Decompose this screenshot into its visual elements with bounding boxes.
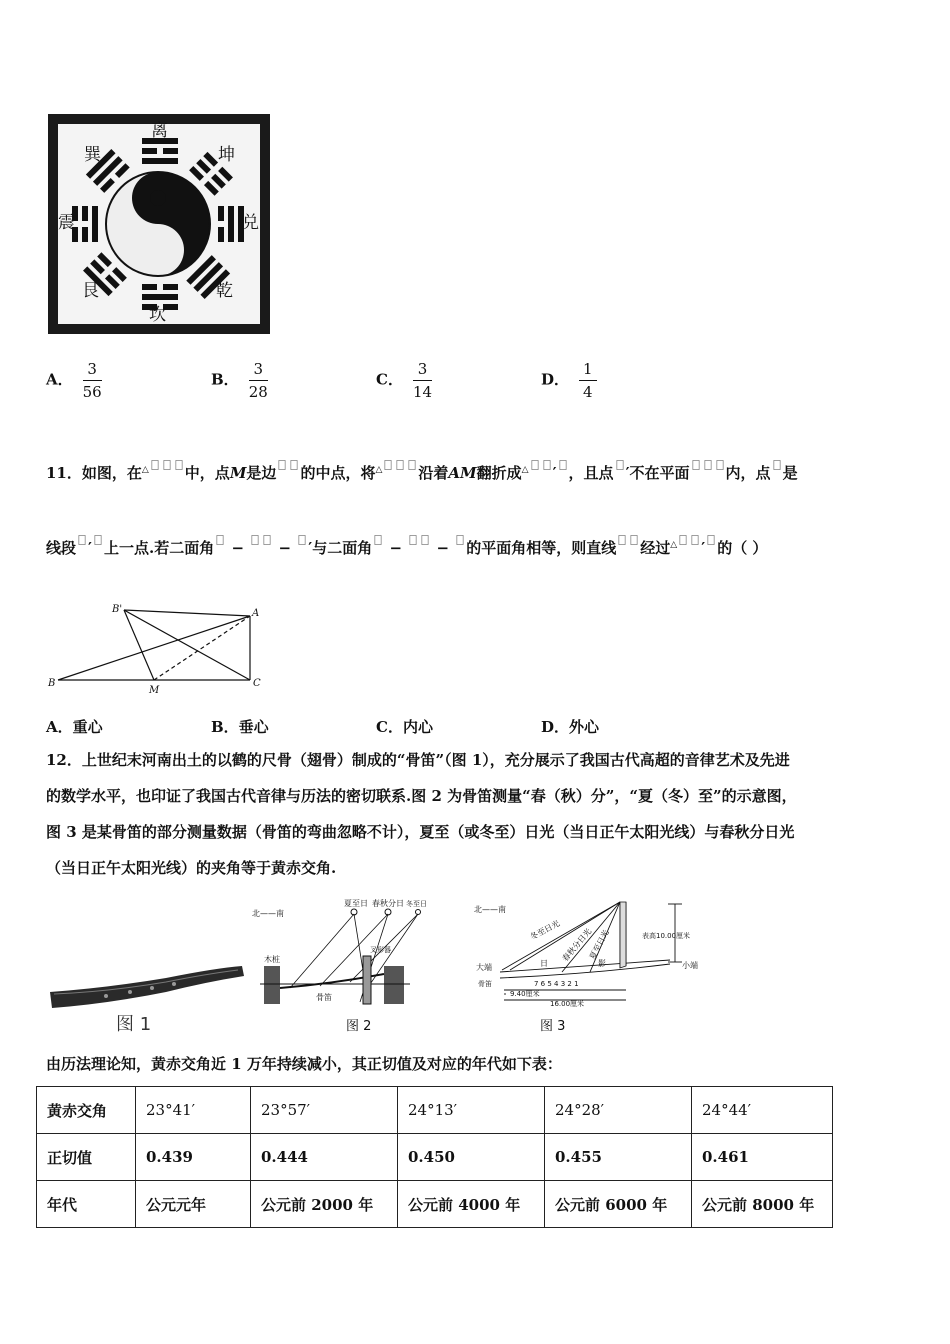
table-cell: 公元前 8000 年 [692, 1181, 833, 1228]
trigram-kun: 坤 [218, 145, 235, 165]
fraction: $\frac{1}{4}$ [579, 360, 597, 401]
trigram-zhen: 震 [58, 213, 75, 233]
table-cell: 0.444 [251, 1134, 398, 1181]
fig3-len2: 16.00厘米 [550, 1000, 585, 1008]
fig3-big-end: 大端 [476, 963, 492, 972]
q12-line: （当日正午太阳光线）的夹角等于黄赤交角. [46, 859, 337, 877]
q12-line: 12．上世纪末河南出土的以鹤的尺骨（翅骨）制成的“骨笛”（图 1），充分展示了我国古代高超的音律艺术及先进 [46, 751, 790, 769]
fig3-height: 表高10.00厘米 [642, 932, 691, 940]
row-header: 黄赤交角 [37, 1087, 136, 1134]
table-cell: 0.455 [545, 1134, 692, 1181]
table-row [37, 1134, 833, 1181]
q10-option-c[interactable]: C． $\frac{3}{14}$ [376, 360, 433, 401]
q11-geometry-figure [46, 600, 276, 696]
fig3-winter-light: 冬至日光 [528, 918, 562, 942]
trigram-kan: 坎 [149, 305, 166, 325]
fig3-sun: 日 [540, 959, 548, 968]
obliquity-table [36, 1086, 833, 1228]
fig3-holes: 7 6 5 4 3 2 1 [534, 980, 579, 988]
table-cell: 24°13′ [398, 1087, 545, 1134]
bagua-svg [46, 112, 272, 336]
label-c: C [253, 678, 261, 689]
fig3-shadow: 影 [598, 959, 606, 968]
trigram-qian: 乾 [216, 281, 233, 301]
figure-3-caption: 图 3 [540, 1019, 566, 1034]
fig2-summer: 夏至日 [344, 899, 368, 908]
fig3-summer-light: 夏至日光 [587, 928, 611, 961]
fig3-flute: 骨笛 [478, 980, 492, 988]
fig2-flute: 骨笛 [316, 993, 332, 1002]
table-row [37, 1181, 833, 1228]
q11-option-a[interactable]: A．重心 [46, 718, 103, 736]
table-cell: 公元前 4000 年 [398, 1181, 545, 1228]
table-cell: 23°57′ [251, 1087, 398, 1134]
geometry-svg [46, 600, 276, 696]
label-a: A [252, 608, 260, 619]
table-cell: 0.450 [398, 1134, 545, 1181]
fig2-winter: 冬至日 [406, 900, 427, 908]
row-header: 正切值 [37, 1134, 136, 1181]
q11-option-b[interactable]: B．垂心 [211, 718, 269, 736]
figure-3-data [470, 896, 720, 1040]
fig2-svg [250, 896, 427, 1040]
figure-1-caption: 图 1 [116, 1014, 152, 1035]
flute-svg [46, 952, 246, 1036]
trigram-xun: 巽 [84, 145, 101, 165]
trigram-li: 离 [151, 121, 168, 141]
q12-text [46, 742, 916, 886]
fig3-len1: 9.40厘米 [510, 990, 540, 998]
table-cell: 24°44′ [692, 1087, 833, 1134]
fig2-equinox: 春秋分日 [372, 899, 404, 908]
label-m: M [149, 685, 160, 696]
fig3-equinox-light: 春秋分日光 [560, 926, 594, 964]
bagua-figure [46, 112, 272, 336]
table-cell: 0.439 [136, 1134, 251, 1181]
label-b: B [48, 678, 56, 689]
table-cell: 0.461 [692, 1134, 833, 1181]
trigram-gen: 艮 [82, 281, 99, 301]
fig2-direction: 北——南 [252, 909, 284, 918]
table-cell: 公元元年 [136, 1181, 251, 1228]
fig3-small-end: 小端 [682, 961, 698, 970]
q10-option-d[interactable]: D． $\frac{1}{4}$ [541, 360, 597, 401]
table-row [37, 1087, 833, 1134]
fraction: $\frac{3}{28}$ [248, 360, 268, 401]
q10-option-b[interactable]: B． $\frac{3}{28}$ [211, 360, 268, 401]
q12-line: 图 3 是某骨笛的部分测量数据（骨笛的弯曲忽略不计），夏至（或冬至）日光（当日正午太阳光线）与春秋分日光 [46, 823, 795, 841]
fig3-direction: 北——南 [474, 905, 506, 914]
fig2-post: 木桩 [264, 955, 280, 964]
fraction: $\frac{3}{56}$ [82, 360, 102, 401]
table-cell: 公元前 6000 年 [545, 1181, 692, 1228]
q11-line-2: 线段 ′ 上一点.若二面角 − − ′与二面角 − − 的平面角相等，则直线 经过△ ′ 的（ ） [46, 533, 767, 558]
figure-2-measurement [250, 896, 427, 1040]
table-intro: 由历法理论知，黄赤交角近 1 万年持续减小，其正切值及对应的年代如下表： [46, 1055, 562, 1073]
q10-option-a[interactable]: A． $\frac{3}{56}$ [46, 360, 102, 401]
figure-2-caption: 图 2 [346, 1019, 372, 1034]
fraction: $\frac{3}{14}$ [412, 360, 433, 401]
row-header: 年代 [37, 1181, 136, 1228]
label-b-prime: B' [112, 604, 123, 615]
q11-option-c[interactable]: C．内心 [376, 718, 433, 736]
q11-line-1: 11．如图，在△ 中，点M是边 的中点，将△ 沿着AM翻折成△ ′ ，且点 ′不在平面 内，点 是 [46, 458, 798, 483]
trigram-dui: 兑 [242, 213, 259, 233]
table-cell: 24°28′ [545, 1087, 692, 1134]
figure-1-bone-flute [46, 952, 246, 1036]
q12-line: 的数学水平，也印证了我国古代音律与历法的密切联系.图 2 为骨笛测量“春（秋）分”，“夏（冬）至”的示意图， [46, 787, 797, 805]
fig3-svg [470, 896, 720, 1040]
q11-option-d[interactable]: D．外心 [541, 718, 600, 736]
table-cell: 公元前 2000 年 [251, 1181, 398, 1228]
table-cell: 23°41′ [136, 1087, 251, 1134]
fig2-tool: 叉形器 [370, 946, 391, 954]
